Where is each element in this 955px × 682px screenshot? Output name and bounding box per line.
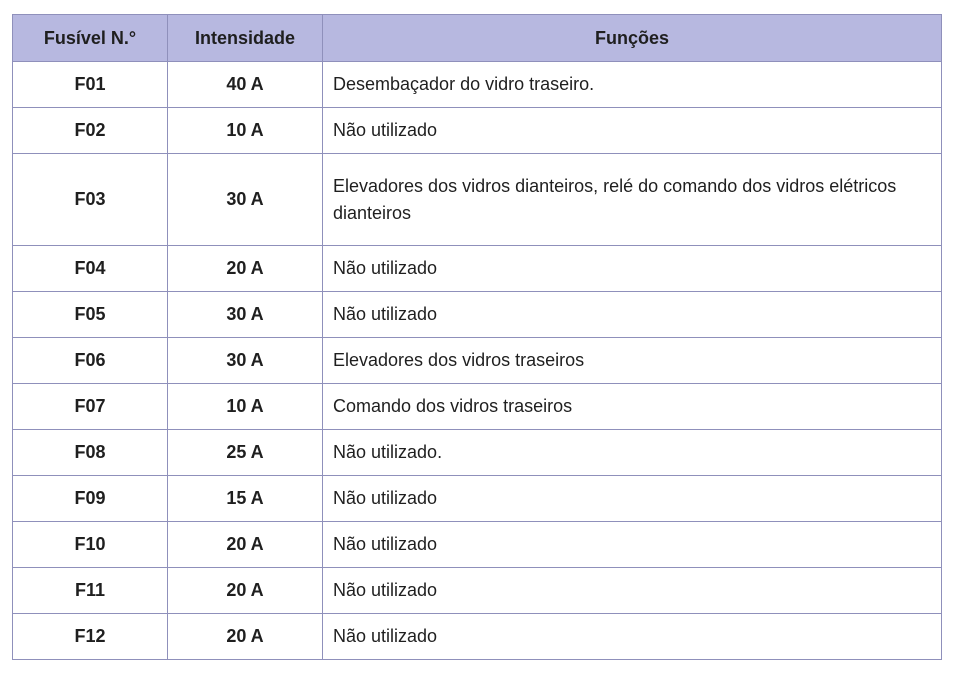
- function-cell: Não utilizado: [323, 246, 942, 292]
- table-row: [13, 292, 942, 338]
- table-row: [13, 568, 942, 614]
- amperage-cell: 10 A: [168, 384, 323, 430]
- table-row: [13, 62, 942, 108]
- amperage-cell: 20 A: [168, 568, 323, 614]
- function-cell: Não utilizado.: [323, 430, 942, 476]
- function-cell: Não utilizado: [323, 568, 942, 614]
- table-row: [13, 614, 942, 660]
- amperage-cell: 15 A: [168, 476, 323, 522]
- function-cell: Elevadores dos vidros traseiros: [323, 338, 942, 384]
- function-cell: Elevadores dos vidros dianteiros, relé do comando dos vidros elétricos dianteiros: [323, 154, 942, 246]
- table-header-row: [13, 15, 942, 62]
- table-row: [13, 154, 942, 246]
- table-row: [13, 476, 942, 522]
- fuse-number-cell: F01: [13, 62, 168, 108]
- column-header-fuse: Fusível N.°: [13, 15, 168, 62]
- table-row: [13, 338, 942, 384]
- fuse-number-cell: F07: [13, 384, 168, 430]
- amperage-cell: 30 A: [168, 154, 323, 246]
- amperage-cell: 20 A: [168, 522, 323, 568]
- fuse-number-cell: F02: [13, 108, 168, 154]
- fuse-number-cell: F03: [13, 154, 168, 246]
- table-row: [13, 108, 942, 154]
- table-row: [13, 522, 942, 568]
- table-row: [13, 430, 942, 476]
- table-row: [13, 384, 942, 430]
- fuse-number-cell: F09: [13, 476, 168, 522]
- fuse-number-cell: F05: [13, 292, 168, 338]
- amperage-cell: 10 A: [168, 108, 323, 154]
- function-cell: Não utilizado: [323, 108, 942, 154]
- fuse-number-cell: F04: [13, 246, 168, 292]
- amperage-cell: 40 A: [168, 62, 323, 108]
- function-cell: Desembaçador do vidro traseiro.: [323, 62, 942, 108]
- amperage-cell: 25 A: [168, 430, 323, 476]
- function-cell: Não utilizado: [323, 292, 942, 338]
- function-cell: Não utilizado: [323, 476, 942, 522]
- function-cell: Não utilizado: [323, 614, 942, 660]
- fuse-number-cell: F12: [13, 614, 168, 660]
- amperage-cell: 30 A: [168, 338, 323, 384]
- fuse-table: [12, 14, 942, 660]
- amperage-cell: 20 A: [168, 246, 323, 292]
- amperage-cell: 20 A: [168, 614, 323, 660]
- fuse-number-cell: F06: [13, 338, 168, 384]
- amperage-cell: 30 A: [168, 292, 323, 338]
- fuse-number-cell: F08: [13, 430, 168, 476]
- column-header-functions: Funções: [323, 15, 942, 62]
- fuse-number-cell: F11: [13, 568, 168, 614]
- function-cell: Comando dos vidros traseiros: [323, 384, 942, 430]
- column-header-amperage: Intensidade: [168, 15, 323, 62]
- table-row: [13, 246, 942, 292]
- fuse-number-cell: F10: [13, 522, 168, 568]
- function-cell: Não utilizado: [323, 522, 942, 568]
